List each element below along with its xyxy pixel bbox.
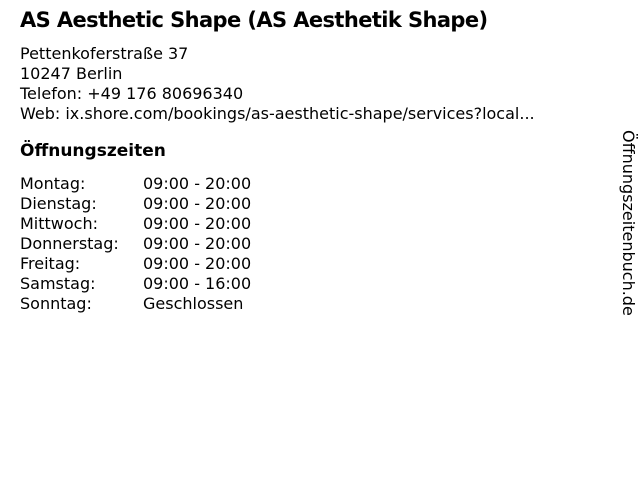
time-value: 09:00 - 20:00 [143,174,252,193]
day-label: Samstag: [20,274,96,293]
opening-hours-row [20,254,251,274]
watermark-brand: Öffnungszeitenbuch.de [619,130,638,316]
time-value: 09:00 - 20:00 [143,254,252,273]
day-label: Donnerstag: [20,234,119,253]
opening-hours-row [20,274,251,294]
opening-hours-row [20,294,251,314]
address-street: Pettenkoferstraße 37 [20,44,189,63]
day-label: Montag: [20,174,86,193]
opening-hours-row [20,214,251,234]
opening-hours-row [20,194,251,214]
time-value: 09:00 - 20:00 [143,234,252,253]
address-city: 10247 Berlin [20,64,123,83]
opening-hours-row [20,174,251,194]
opening-hours-heading: Öffnungszeiten [20,141,166,161]
address-block [20,44,535,124]
time-value: 09:00 - 16:00 [143,274,252,293]
day-label: Dienstag: [20,194,97,213]
time-value: Geschlossen [143,294,244,313]
opening-hours-row [20,234,251,254]
day-label: Freitag: [20,254,81,273]
time-value: 09:00 - 20:00 [143,214,252,233]
day-label: Mittwoch: [20,214,98,233]
day-label: Sonntag: [20,294,92,313]
web-line: Web: ix.shore.com/bookings/as-aesthetic-shape/services?local... [20,104,535,123]
phone-line: Telefon: +49 176 80696340 [20,84,244,103]
page-title: AS Aesthetic Shape (AS Aesthetik Shape) [20,8,488,32]
opening-hours-table [20,174,251,314]
time-value: 09:00 - 20:00 [143,194,252,213]
